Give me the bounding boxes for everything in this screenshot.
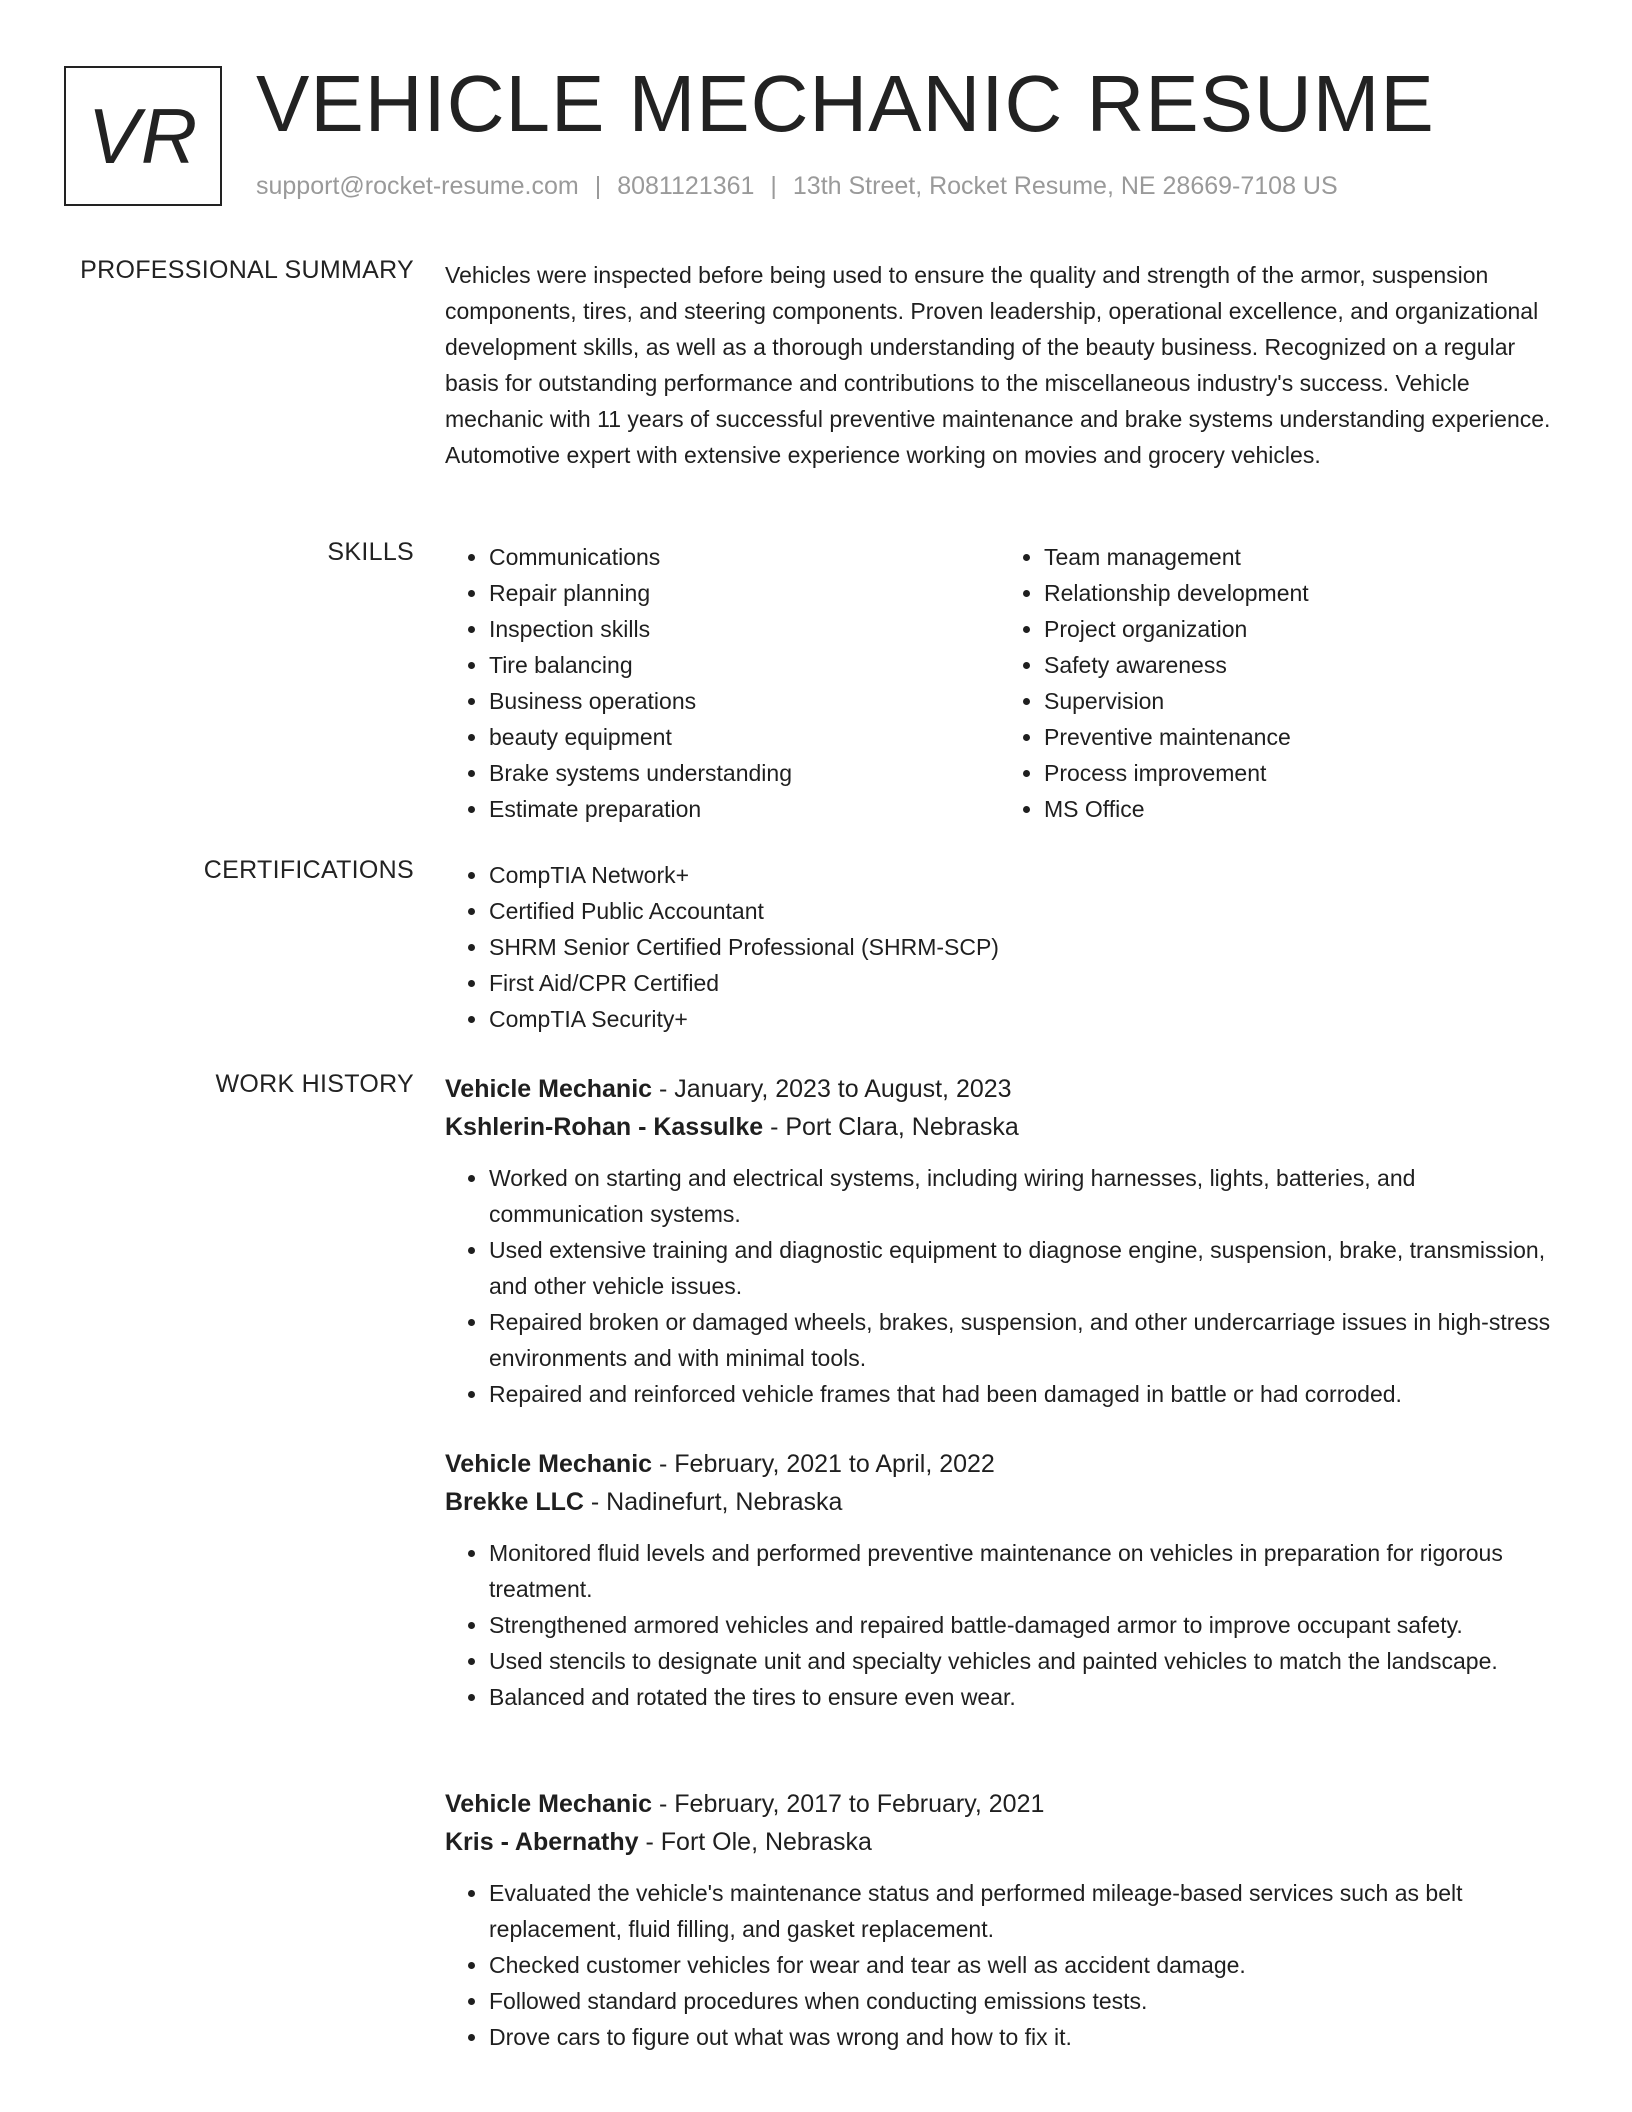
monogram-box [64,66,222,206]
job-bullet: • Evaluated the vehicle's maintenance status and performed mileage-based services such as belt replacement, fluid filling, and gasket replacement. [489,1875,1555,1947]
certification-item: • CompTIA Network+ [489,857,1555,893]
job-dates: - January, 2023 to August, 2023 [652,1075,1012,1103]
contact-phone: 8081121361 [617,172,755,200]
skills-list-right [1000,539,1555,827]
summary-text: Vehicles were inspected before being used to ensure the quality and strength of the armor, suspension components, tires, and steering components. Proven leadership, operational excellence, and organizational development skills, as well as a thorough understanding of the beauty business. Recognized on a regular basis for outstanding performance and contributions to the miscellaneous industry's success. Vehicle mechanic with 11 years of successful preventive maintenance and brake systems understanding experience. Automotive expert with extensive experience working on movies and grocery vehicles. [445,262,1551,468]
job-bullets [445,1160,1555,1412]
certifications-body [445,857,1555,1037]
job-title-line [445,1070,1555,1108]
skills-body [445,539,1555,827]
job-bullet: • Drove cars to figure out what was wrong and how to fix it. [489,2019,1555,2055]
job-bullet: • Repaired broken or damaged wheels, brakes, suspension, and other undercarriage issues in high-stress environments and with minimal tools. [489,1304,1555,1376]
skill-item: • Communications [489,539,1000,575]
job-dates: - February, 2021 to April, 2022 [652,1450,995,1478]
skill-item: • Estimate preparation [489,791,1000,827]
certification-item: • First Aid/CPR Certified [489,965,1555,1001]
job-location: - Fort Ole, Nebraska [638,1828,872,1856]
skill-item: • Tire balancing [489,647,1000,683]
skill-item: • Relationship development [1044,575,1555,611]
contact-line [256,172,1338,201]
job-company: Brekke LLC [445,1488,584,1516]
job-company-line [445,1108,1555,1146]
job-company-line [445,1823,1555,1861]
certification-item: • CompTIA Security+ [489,1001,1555,1037]
job-bullet: • Followed standard procedures when conducting emissions tests. [489,1983,1555,2019]
section-label-certifications: CERTIFICATIONS [203,856,414,884]
job-bullet: • Checked customer vehicles for wear and tear as well as accident damage. [489,1947,1555,1983]
job-location: - Port Clara, Nebraska [763,1113,1019,1141]
job-dates: - February, 2017 to February, 2021 [652,1790,1045,1818]
job-bullet: • Repaired and reinforced vehicle frames that had been damaged in battle or had corroded. [489,1376,1555,1412]
section-label-summary: PROFESSIONAL SUMMARY [80,256,414,284]
job-company: Kris - Abernathy [445,1828,639,1856]
skill-item: • Supervision [1044,683,1555,719]
job-title: Vehicle Mechanic [445,1790,653,1818]
job-company-line [445,1483,1555,1521]
skill-item: • beauty equipment [489,719,1000,755]
certification-item: • SHRM Senior Certified Professional (SHRM-SCP) [489,929,1555,965]
contact-separator: | [594,172,602,200]
job-title-line [445,1445,1555,1483]
skill-item: • Business operations [489,683,1000,719]
contact-separator: | [770,172,777,200]
skill-item: • Preventive maintenance [1044,719,1555,755]
job-bullets [445,1875,1555,2055]
job-bullet: • Monitored fluid levels and performed preventive maintenance on vehicles in preparation for rigorous treatment. [489,1535,1555,1607]
job-bullet: • Used stencils to designate unit and specialty vehicles and painted vehicles to match the landscape. [489,1643,1555,1679]
skill-item: • Repair planning [489,575,1000,611]
skill-item: • Project organization [1044,611,1555,647]
job-bullet: • Worked on starting and electrical systems, including wiring harnesses, lights, batteries, and communication systems. [489,1160,1555,1232]
skill-item: • Safety awareness [1044,647,1555,683]
section-label-skills: SKILLS [327,538,414,566]
job-title: Vehicle Mechanic [445,1075,653,1103]
certification-item: • Certified Public Accountant [489,893,1555,929]
job-company: Kshlerin-Rohan - Kassulke [445,1113,764,1141]
resume-title: VEHICLE MECHANIC RESUME [256,59,1435,148]
contact-address: 13th Street, Rocket Resume, NE 28669-7108 US [792,172,1338,200]
job-title: Vehicle Mechanic [445,1450,653,1478]
job-bullet: • Balanced and rotated the tires to ensure even wear. [489,1679,1555,1715]
section-label-work-history: WORK HISTORY [215,1070,414,1098]
monogram-text: VR [87,91,199,180]
skill-item: • MS Office [1044,791,1555,827]
skill-item: • Team management [1044,539,1555,575]
skills-list-left [445,539,1000,827]
job-location: - Nadinefurt, Nebraska [583,1488,843,1516]
certifications-list [445,857,1555,1037]
job-title-line [445,1785,1555,1823]
skill-item: • Inspection skills [489,611,1000,647]
job-bullet: • Strengthened armored vehicles and repaired battle-damaged armor to improve occupant safety. [489,1607,1555,1643]
job-bullets [445,1535,1555,1715]
job-bullet: • Used extensive training and diagnostic equipment to diagnose engine, suspension, brake, transmission, and other vehicle issues. [489,1232,1555,1304]
skill-item: • Process improvement [1044,755,1555,791]
skill-item: • Brake systems understanding [489,755,1000,791]
contact-email: support@rocket-resume.com [256,172,579,200]
